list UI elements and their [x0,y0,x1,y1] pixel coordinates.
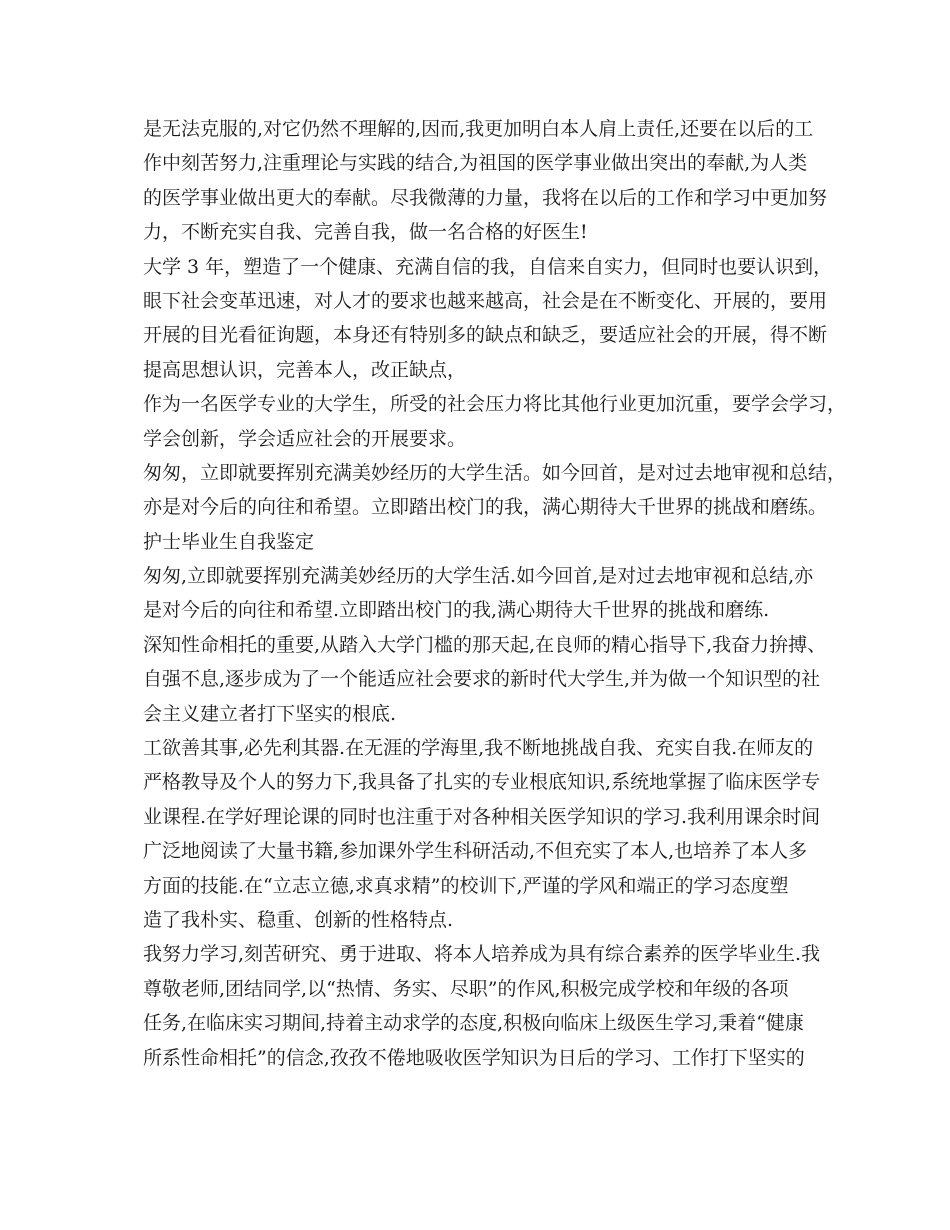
text-line: 眼下社会变革迅速，对人才的要求也越来越高，社会是在不断变化、开展的，要用 [143,289,828,312]
text-line: 作为一名医学专业的大学生，所受的社会压力将比其他行业更加沉重，要学会学习， [143,393,847,416]
text-line: 作中刻苦努力,注重理论与实践的结合,为祖国的医学事业做出突出的奉献,为人类 [143,152,808,175]
text-line: 提高思想认识，完善本人，改正缺点， [143,358,467,381]
text-line: 匆匆,立即就要挥别充满美妙经历的大学生活.如今回首,是对过去地审视和总结,亦 [143,565,814,588]
section-heading: 护士毕业生自我鉴定 [143,530,315,553]
text-line: 匆匆，立即就要挥别充满美妙经历的大学生活。如今回首，是对过去地审视和总结， [143,461,847,484]
text-line: 深知性命相托的重要,从踏入大学门槛的那天起,在良师的精心指导下,我奋力拚搏、 [143,633,827,656]
text-line: 力，不断充实自我、完善自我，做一名合格的好医生! [143,221,588,244]
text-line: 广泛地阅读了大量书籍,参加课外学生科研活动,不但充实了本人,也培养了本人多 [143,840,808,863]
text-line: 业课程.在学好理论课的同时也注重于对各种相关医学知识的学习.我利用课余时间 [143,805,821,828]
text-line: 造了我朴实、稳重、创新的性格特点. [143,908,454,931]
text-line: 尊敬老师,团结同学,以“热情、务实、尽职”的作风,积极完成学校和年级的各项 [143,977,789,1000]
text-line: 开展的目光看征询题，本身还有特别多的缺点和缺乏，要适应社会的开展，得不断 [143,324,828,347]
text-line: 工欲善其事,必先利其器.在无涯的学海里,我不断地挑战自我、充实自我.在师友的 [143,737,814,760]
text-line: 学会创新，学会适应社会的开展要求。 [143,427,467,450]
document-body [143,112,847,1075]
text-line: 所系性命相托”的信念,孜孜不倦地吸收医学知识为日后的学习、工作打下坚实的 [143,1046,805,1069]
text-line: 会主义建立者打下坚实的根底. [143,702,397,725]
text-line: 大学 3 年，塑造了一个健康、充满自信的我，自信来自实力，但同时也要认识到， [143,255,833,278]
text-line: 任务,在临床实习期间,持着主动求学的态度,积极向临床上级医生学习,秉着“健康 [143,1012,804,1035]
text-line: 自强不息,逐步成为了一个能适应社会要求的新时代大学生,并为做一个知识型的社 [143,668,821,691]
text-line: 是无法克服的,对它仍然不理解的,因而,我更加明白本人肩上责任,还要在以后的工 [143,118,814,140]
text-line: 方面的技能.在“立志立德,求真求精”的校训下,严谨的学风和端正的学习态度塑 [143,874,789,897]
text-line: 我努力学习,刻苦研究、勇于进取、将本人培养成为具有综合素养的医学毕业生.我 [143,943,821,966]
text-line: 的医学事业做出更大的奉献。尽我微薄的力量，我将在以后的工作和学习中更加努 [143,186,828,209]
text-line: 是对今后的向往和希望.立即踏出校门的我,满心期待大千世界的挑战和磨练. [143,599,770,622]
text-line: 严格教导及个人的努力下,我具备了扎实的专业根底知识,系统地掌握了临床医学专 [143,771,821,794]
text-line: 亦是对今后的向往和希望。立即踏出校门的我，满心期待大千世界的挑战和磨练。 [143,496,828,519]
